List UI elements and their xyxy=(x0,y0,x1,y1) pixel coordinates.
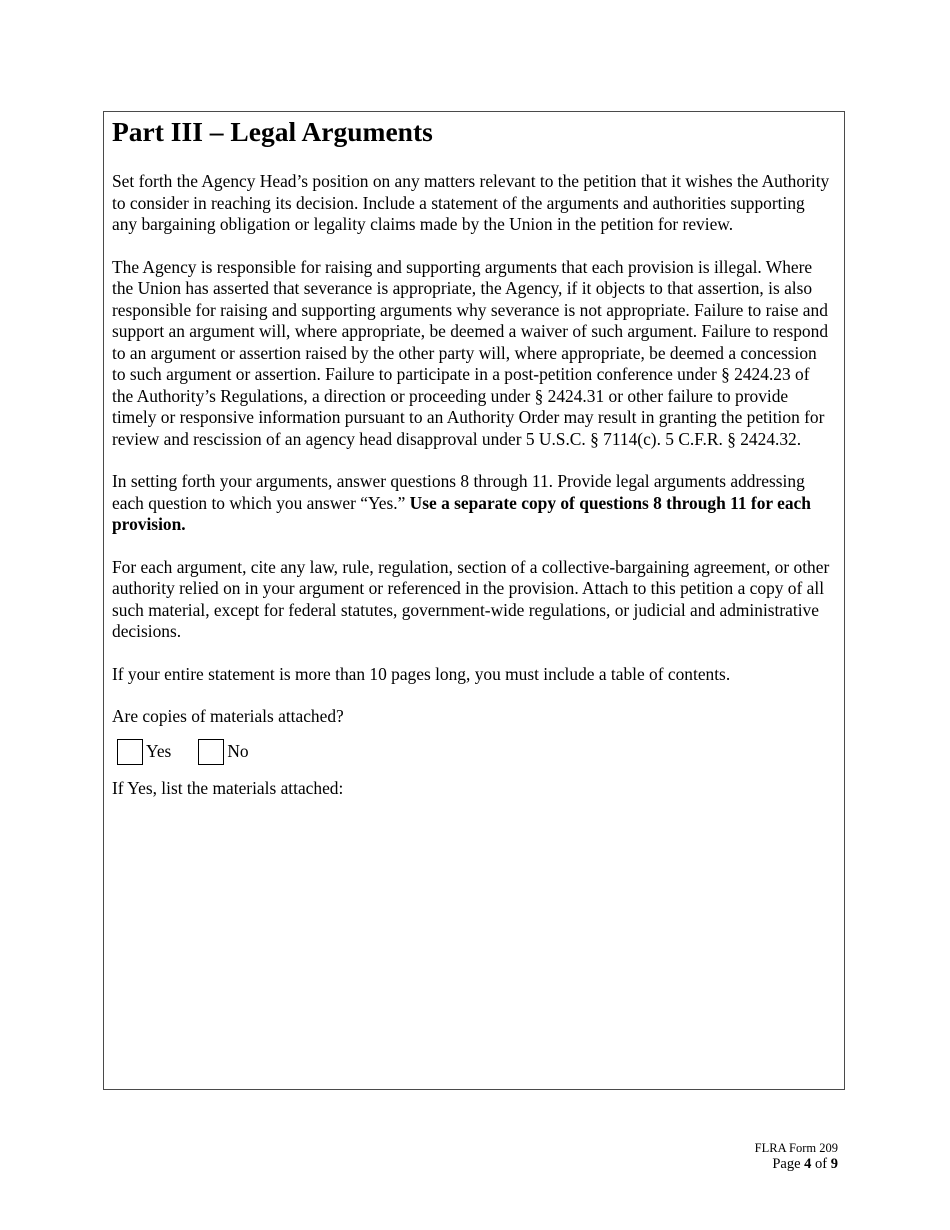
no-label: No xyxy=(227,741,249,761)
yes-checkbox[interactable] xyxy=(117,739,143,765)
instructions-paragraph-2: The Agency is responsible for raising and supporting arguments that each provision is illegal. Where the Union has asserted that severance is appropriate, the Agency, if it objects to that assertion, is also responsible for raising and supporting arguments why severance is not appropriate. Failure to raise and support an argument will, where appropriate, be deemed a waiver of such argument. Failure to respond to an argument or assertion raised by the other party will, where appropriate, be deemed a concession to such argument or assertion. Failure to participate in a post-petition conference under § 2424.23 of the Authority’s Regulations, a direction or proceeding under § 2424.31 or other failure to provide timely or responsive information pursuant to an Authority Order may result in granting the petition for review and rescission of an agency head disapproval under 5 U.S.C. § 7114(c). 5 C.F.R. § 2424.32. xyxy=(112,256,829,449)
separate-copy-notice: Use a separate copy of questions 8 through 11 for each provision. xyxy=(112,492,811,534)
yes-choice[interactable] xyxy=(112,739,171,765)
materials-question: Are copies of materials attached? xyxy=(112,706,344,726)
no-checkbox[interactable] xyxy=(198,739,224,765)
form-section-content xyxy=(112,112,832,1005)
no-choice[interactable] xyxy=(193,739,248,765)
yes-label: Yes xyxy=(146,741,172,761)
page-indicator xyxy=(755,1156,838,1173)
page-word: Page xyxy=(772,1156,805,1172)
table-of-contents-note: If your entire statement is more than 10 pages long, you must include a table of contents. xyxy=(112,663,731,684)
instructions-paragraph-3-text: In setting forth your arguments, answer questions 8 through 11. Provide legal arguments addressing each question to which you answer “Yes.” xyxy=(112,471,805,513)
of-word: of xyxy=(811,1156,831,1172)
materials-list-prompt: If Yes, list the materials attached: xyxy=(112,777,344,798)
materials-attached-choices xyxy=(112,738,832,766)
page-number: 4 xyxy=(804,1156,812,1172)
total-pages: 9 xyxy=(830,1156,838,1172)
materials-list-area[interactable] xyxy=(112,805,832,1005)
instructions-paragraph-1: Set forth the Agency Head’s position on any matters relevant to the petition that it wishes the Authority to consider in reaching its decision. Include a statement of the arguments and authorities supporting any bargaining obligation or legality claims made by the Union in the petition for review. xyxy=(112,171,830,234)
section-title: Part III – Legal Arguments xyxy=(112,116,433,147)
page-footer xyxy=(755,1141,838,1173)
form-name: FLRA Form 209 xyxy=(754,1141,838,1155)
instructions-paragraph-3 xyxy=(112,471,832,536)
instructions-paragraph-4: For each argument, cite any law, rule, regulation, section of a collective-bargaining agreement, or other authority relied on in your argument or referenced in the provision. Attach to this petition a copy of all such material, except for federal statutes, government-wide regulations, or judicial and administrative decisions. xyxy=(112,556,830,641)
form-section-box xyxy=(103,111,845,1090)
